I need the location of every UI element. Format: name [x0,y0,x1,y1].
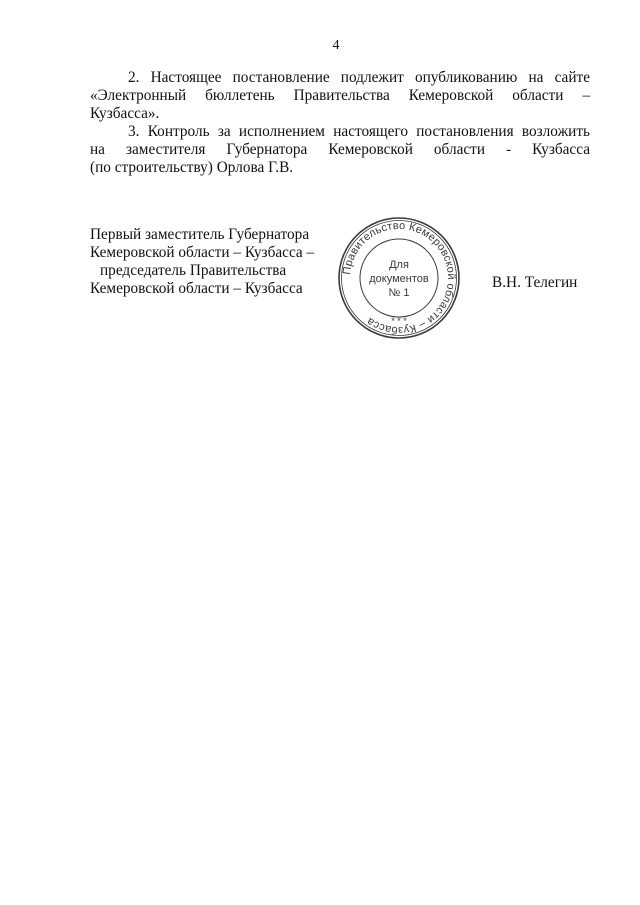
paragraph-control [90,123,590,177]
seal-center-line: документов [369,273,429,285]
official-seal-stamp [337,216,461,340]
signatory-title-line: председатель Правительства [100,262,287,279]
signatory-title-line: Кемеровской области – Кузбасса – [90,244,315,261]
seal-center-line: Для [389,259,409,271]
seal-ring-text: Правительство Кемеровской области – Кузбасса [341,219,458,337]
paragraph-publication [90,69,590,123]
seal-icon [337,216,461,340]
paragraph-line: (по строительству) Орлова Г.В. [90,159,294,176]
paragraph-line: на заместителя Губернатора Кемеровской области - Кузбасса [90,141,590,158]
paragraph-line: «Электронный бюллетень Правительства Кемеровской области – [90,87,590,104]
signatory-name: В.Н. Телегин [492,274,578,291]
paragraph-line: Кузбасса». [90,105,160,122]
seal-center-line: № 1 [388,287,410,299]
page-number: 4 [332,38,340,53]
signatory-title-line: Кемеровской области – Кузбасса [90,280,303,297]
paragraph-line: 2. Настоящее постановление подлежит опубликованию на сайте [128,69,590,86]
signatory-title [90,226,314,298]
signatory-title-line: Первый заместитель Губернатора [90,226,310,243]
paragraph-line: 3. Контроль за исполнением настоящего постановления возложить [128,123,590,140]
seal-stars: * * * [391,316,407,326]
document-body [90,69,590,177]
